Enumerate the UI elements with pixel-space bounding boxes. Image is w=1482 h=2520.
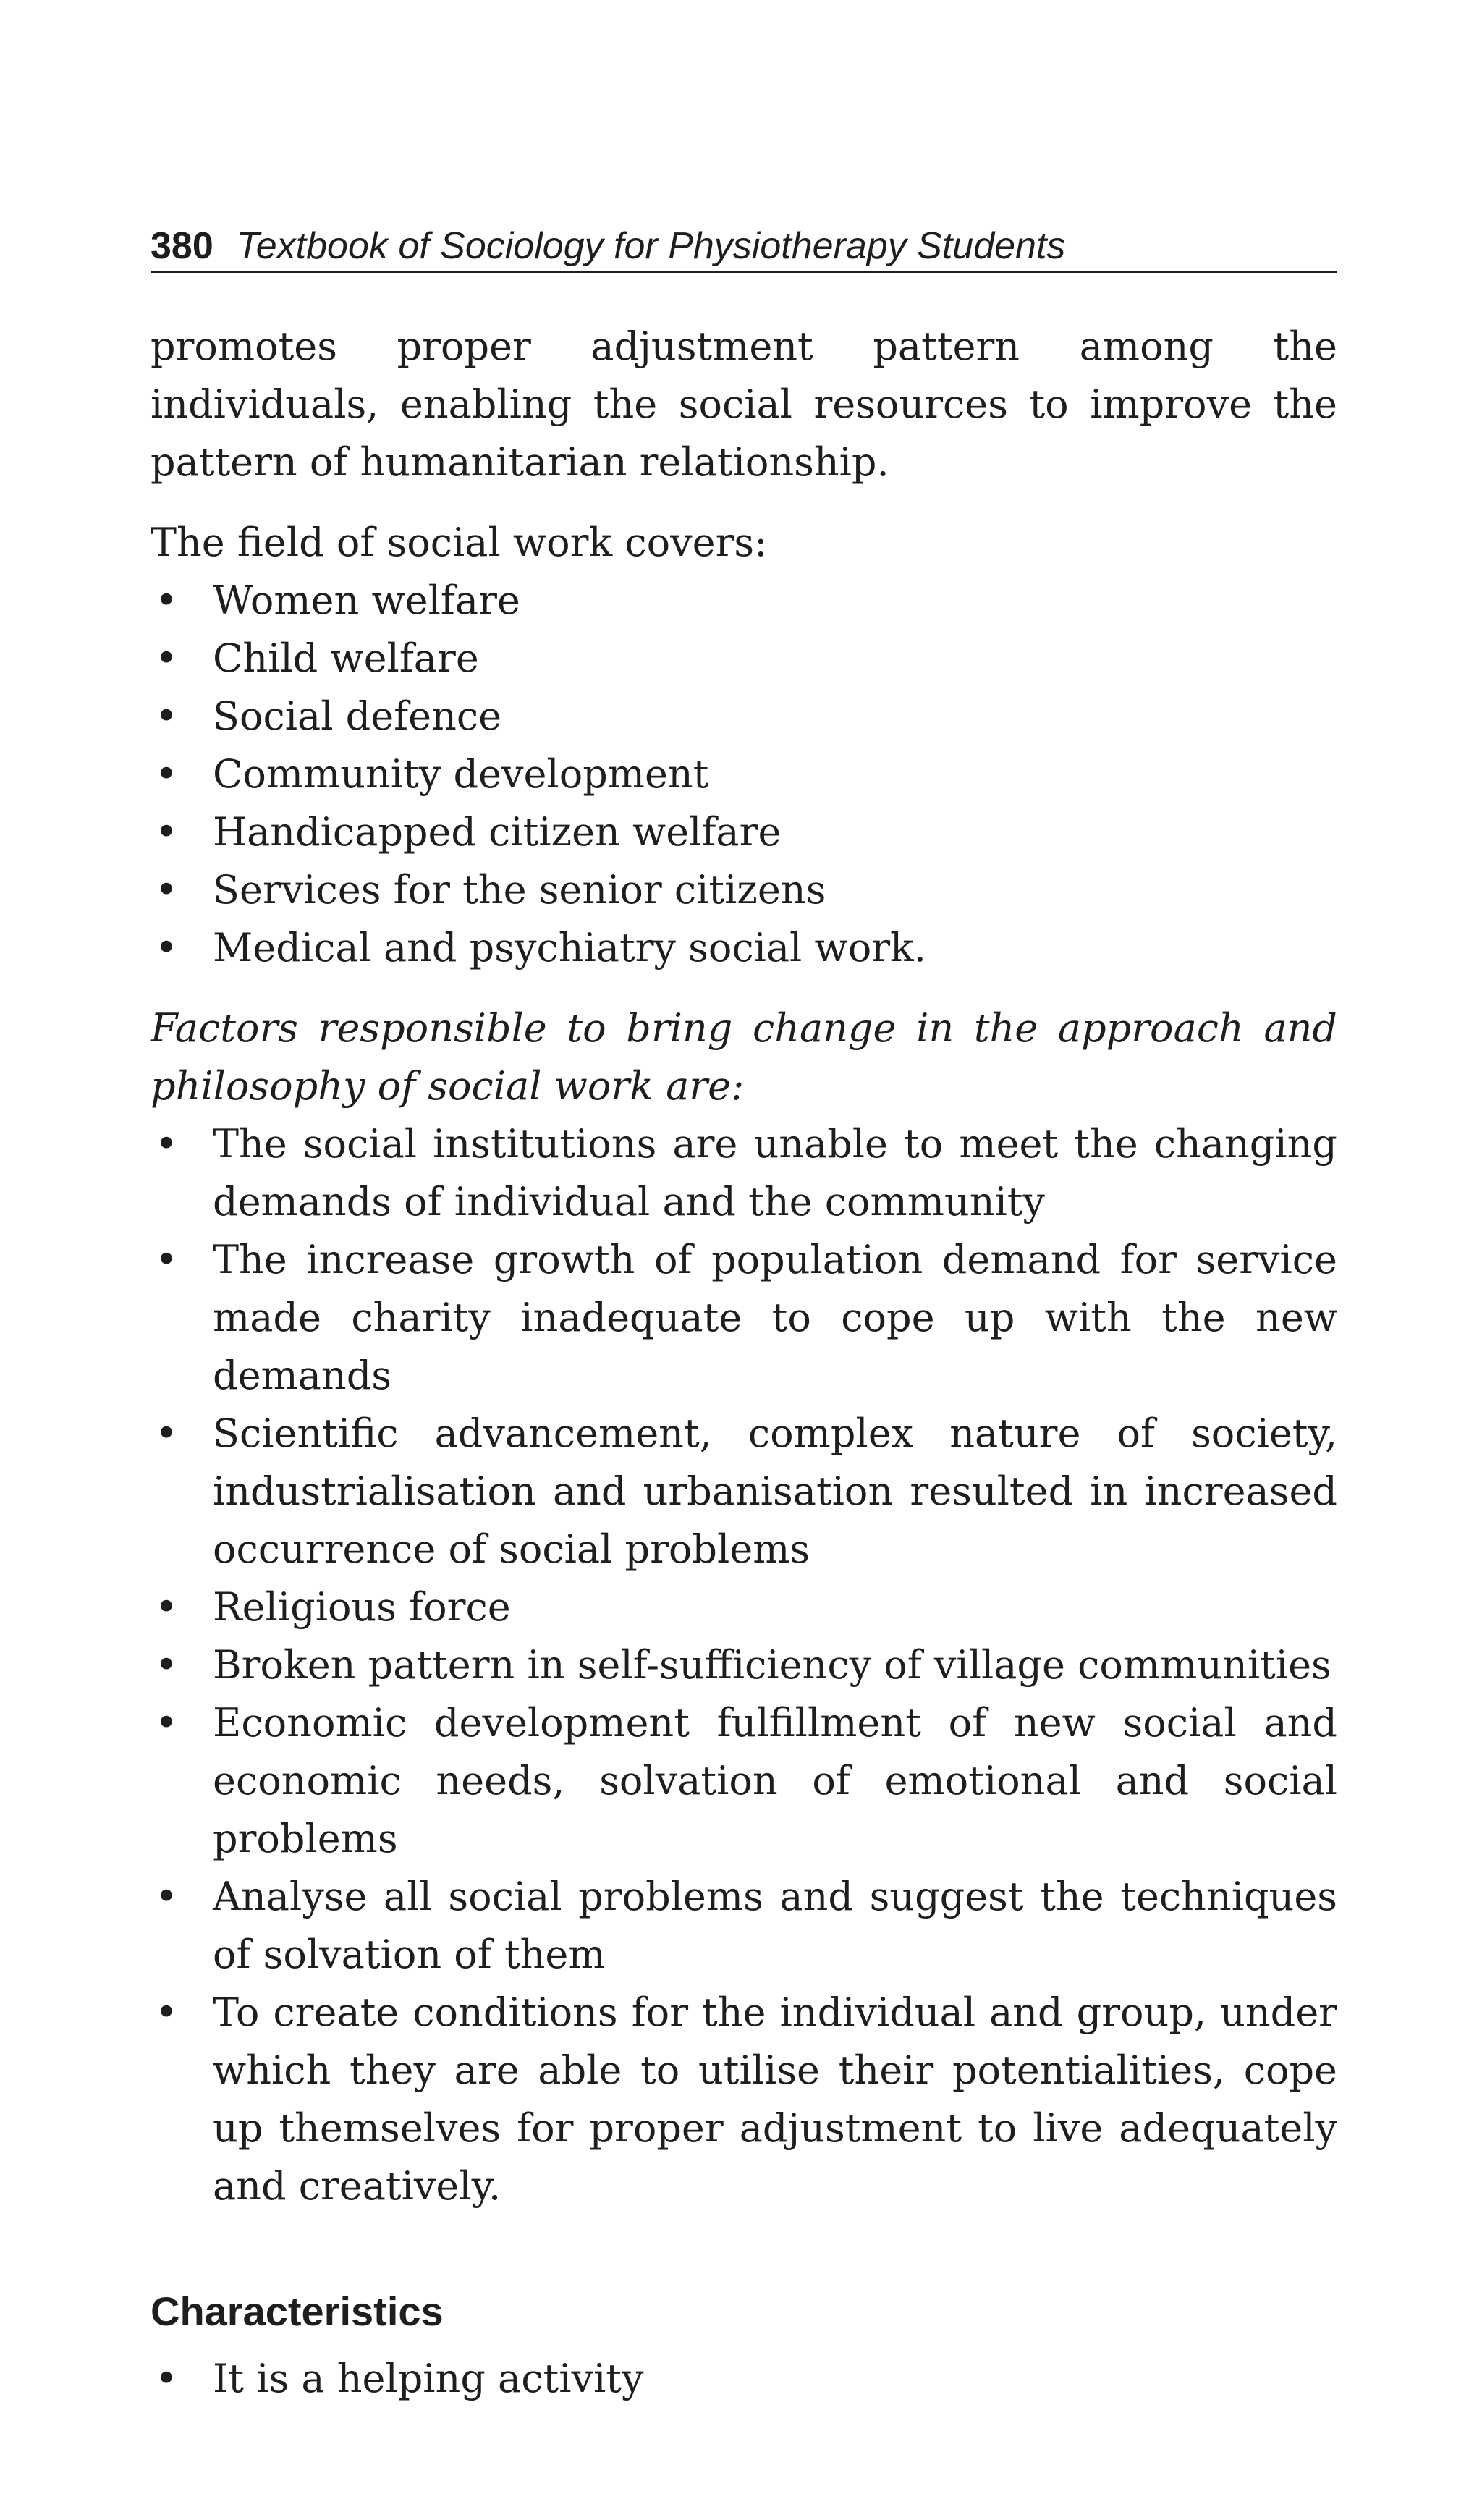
factors-intro: Factors responsible to bring change in the approach and philosophy of social work are: <box>151 1005 1337 1109</box>
page-body <box>151 318 1337 2408</box>
field-intro: The field of social work covers: <box>151 520 768 565</box>
intro-paragraph: promotes proper adjustment pattern among the individuals, enabling the social resources to improve the pattern of humanitarian relationship. <box>151 324 1337 485</box>
list-item: • Social defence <box>151 688 1337 745</box>
section-heading: Characteristics <box>151 2288 444 2334</box>
book-title: Textbook of Sociology for Physiotherapy Students <box>236 225 1066 267</box>
page-number: 380 <box>151 225 213 267</box>
list-item: • Handicapped citizen welfare <box>151 803 1337 861</box>
list-item: • Community development <box>151 745 1337 803</box>
list-item: • Analyse all social problems and suggest the techniques of solvation of them <box>151 1868 1337 1984</box>
factors-list <box>151 1115 1337 2215</box>
list-item: • Women welfare <box>151 572 1337 630</box>
book-page <box>151 217 1337 2408</box>
field-list <box>151 572 1337 977</box>
list-item: • Broken pattern in self-sufficiency of village communities <box>151 1636 1337 1694</box>
list-item: • Religious force <box>151 1578 1337 1636</box>
running-header <box>151 217 1337 273</box>
list-item: • Economic development fulfillment of new social and economic needs, solvation of emotional and social problems <box>151 1694 1337 1868</box>
list-item: • Services for the senior citizens <box>151 861 1337 919</box>
list-item: • Child welfare <box>151 630 1337 688</box>
list-item: • To create conditions for the individual and group, under which they are able to utilise their potentialities, cope up themselves for proper adjustment to live adequately and creatively. <box>151 1984 1337 2215</box>
list-item: • Scientific advancement, complex nature of society, industrialisation and urbanisation resulted in increased occurrence of social problems <box>151 1405 1337 1578</box>
list-item: • The increase growth of population demand for service made charity inadequate to cope up with the new demands <box>151 1231 1337 1405</box>
characteristics-list <box>151 2350 1337 2408</box>
list-item: • It is a helping activity <box>151 2350 1337 2408</box>
list-item: • Medical and psychiatry social work. <box>151 919 1337 977</box>
list-item: • The social institutions are unable to meet the changing demands of individual and the community <box>151 1115 1337 1231</box>
